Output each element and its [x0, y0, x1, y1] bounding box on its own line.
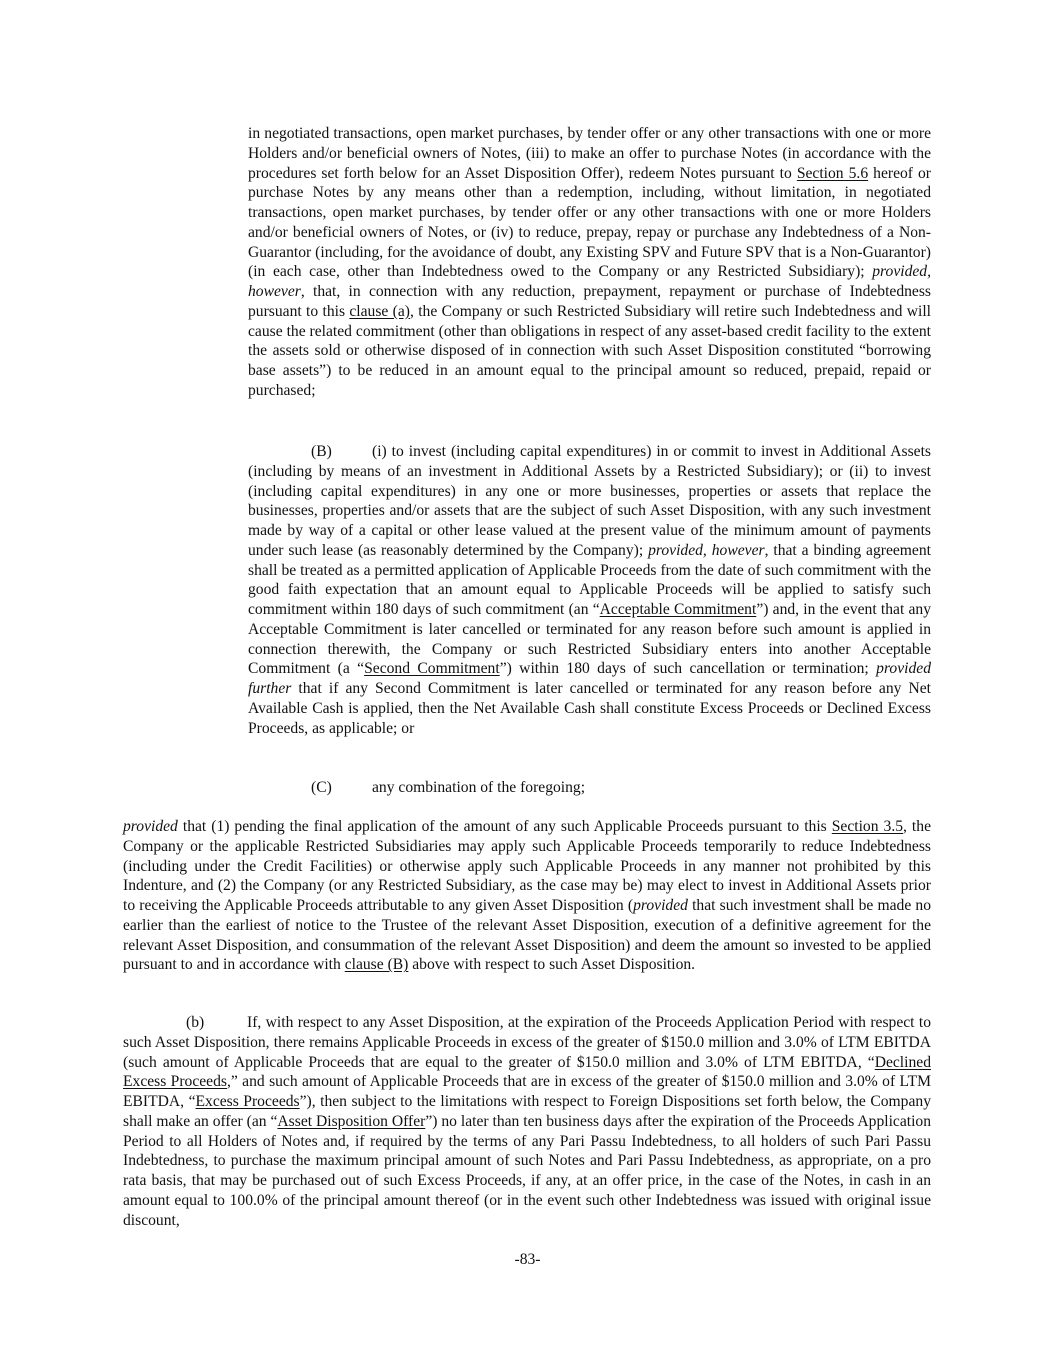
text-run: above with respect to such Asset Disposition. — [408, 956, 696, 974]
text-run: ”) no later than ten business days after the expiration of the Proceeds Application Period to all Holders of Notes and, if required by the terms of any Pari Passu Indebtedness, to all holders of such Pari Passu Indebtedness, to purchase the maximum principal amount of such Notes and Pari Passu Indebtedness, as appropriate, on a pro rata basis, that may be purchased out of such Excess Proceeds, if any, at an offer price, in the case of the Notes, in cash in an amount equal to 100.0% of the principal amount thereof (or in the event such other Indebtedness was issued with original issue discount, — [123, 1112, 932, 1229]
italic-proviso: provided, however — [248, 263, 931, 300]
text-run: ,” and such amount of Applicable Proceeds that are in excess of the greater of $150.0 million and 3.0% of LTM EBITDA, “ — [123, 1073, 931, 1110]
text-run: (i) to invest (including capital expenditures) in or commit to invest in Additional Assets (including by means of an investment in Additional Assets by a Restricted Subsidiary); or (ii) to invest (including capital expenditures) in any one or more businesses, properties or assets that replace the businesses, properties and/or assets that are the subject of such Asset Disposition, with any such investment made by way of a capital or other lease valued at the present value of the minimum amount of payments under such lease (as reasonably determined by the Company); — [248, 443, 931, 559]
text-run: , that, in connection with any reduction, prepayment, repayment or purchase of Indebtedness pursuant to this — [248, 283, 931, 320]
text-run: in negotiated transactions, open market purchases, by tender offer or any other transactions with one or more Holders and/or beneficial owners of Notes, (iii) to make an offer to purchase Notes (in accordance with the procedures set forth below for an Asset Disposition Offer), redeem Notes pursuant to — [248, 125, 931, 182]
proviso-paragraph — [123, 817, 931, 975]
defined-term: Excess Proceeds — [195, 1093, 300, 1110]
text-run: any combination of the foregoing; — [372, 779, 586, 796]
italic-proviso: provided — [633, 897, 688, 914]
text-run: hereof or purchase Notes by any means other than a redemption, including, without limitation, in negotiated transactions, open market purchases, by tender offer or any other transactions with one or more Holders and/or beneficial owners of Notes, or (iv) to reduce, prepay, repay or purchase any Indebtedness of a Non-Guarantor (including, for the avoidance of doubt, any Existing SPV and Future SPV that is a Non-Guarantor) (in each case, other than Indebtedness owed to the Company or any Restricted Subsidiary); — [248, 164, 931, 281]
defined-term: Acceptable Commitment — [599, 601, 757, 618]
defined-term: Second Commitment — [364, 660, 500, 678]
text-run: that if any Second Commitment is later cancelled or terminated for any reason before any Net Available Cash is applied, then the Net Available Cash shall constitute Excess Proceeds or Declined Excess Proceeds, as applicable; or — [248, 680, 931, 737]
italic-proviso: provided — [123, 818, 178, 835]
text-run: ”) within 180 days of such cancellation or termination; — [499, 660, 877, 678]
clause-label: (C) — [311, 779, 332, 796]
italic-proviso: provided, however — [648, 541, 765, 559]
clause-b-paragraph — [248, 442, 931, 738]
section-reference: Section 5.6 — [796, 164, 869, 182]
clause-label: (B) — [311, 443, 332, 460]
defined-term: Asset Disposition Offer — [277, 1112, 426, 1130]
clause-reference: clause (a) — [349, 302, 410, 320]
text-run: , the Company or such Restricted Subsidiary will retire such Indebtedness and will cause the related commitment (other than obligations in respect of any asset-based credit facility to the extent the assets sold or otherwise disposed of in connection with such Asset Disposition constituted “borrowing base assets”) to be reduced in an amount equal to the principal amount so reduced, prepaid, repaid or purchased; — [248, 302, 932, 399]
text-run: , the Company or the applicable Restricted Subsidiaries may apply such Applicable Proceeds temporarily to reduce Indebtedness (including under the Credit Facilities) or otherwise apply such Applicable Proceeds in any manner not prohibited by this Indenture, and (2) the Company (or any Restricted Subsidiary, as the case may be) may elect to invest in Additional Assets prior to receiving the Applicable Proceeds attributable to any given Asset Disposition ( — [123, 818, 931, 914]
italic-proviso: provided further — [248, 660, 931, 697]
page-number: -83- — [514, 1251, 541, 1268]
text-run: , that a binding agreement shall be treated as a permitted application of Applicable Proceeds from the date of such commitment with the good faith expectation that an amount equal to Applicable Proceeds will be applied to satisfy such commitment within 180 days of such commitment (an “ — [248, 541, 931, 618]
text-run: If, with respect to any Asset Disposition, at the expiration of the Proceeds Application Period with respect to such Asset Disposition, there remains Applicable Proceeds in excess of the greater of $150.0 million and 3.0% of LTM EBITDA (such amount of Applicable Proceeds that are equal to the greater of $150.0 million and 3.0% of LTM EBITDA, “ — [123, 1014, 931, 1071]
text-run: that such investment shall be made no earlier than the earliest of notice to the Trustee of the relevant Asset Disposition, execution of a definitive agreement for the relevant Asset Disposition, and consummation of the relevant Asset Disposition) and deem the amount so invested to be applied pursuant to and in accordance with — [123, 897, 932, 974]
text-run: ”) and, in the event that any Acceptable Commitment is later cancelled or terminated for any reason before such amount is applied in connection therewith, the Company or such Restricted Subsidiary enters into another Acceptable Commitment (a “ — [248, 601, 932, 678]
clause-c-paragraph — [248, 778, 931, 798]
text-run: ”), then subject to the limitations with respect to Foreign Dispositions set forth below, the Company shall make an offer (an “ — [123, 1093, 931, 1130]
subsection-b-paragraph — [123, 1013, 931, 1230]
text-run: that (1) pending the final application of the amount of any such Applicable Proceeds pursuant to this — [177, 818, 832, 835]
defined-term: Declined Excess Proceeds — [123, 1053, 931, 1091]
subsection-label: (b) — [186, 1014, 205, 1031]
section-reference: Section 3.5 — [831, 818, 904, 835]
clause-a-continuation — [248, 124, 931, 401]
clause-reference: clause (B) — [344, 956, 409, 974]
